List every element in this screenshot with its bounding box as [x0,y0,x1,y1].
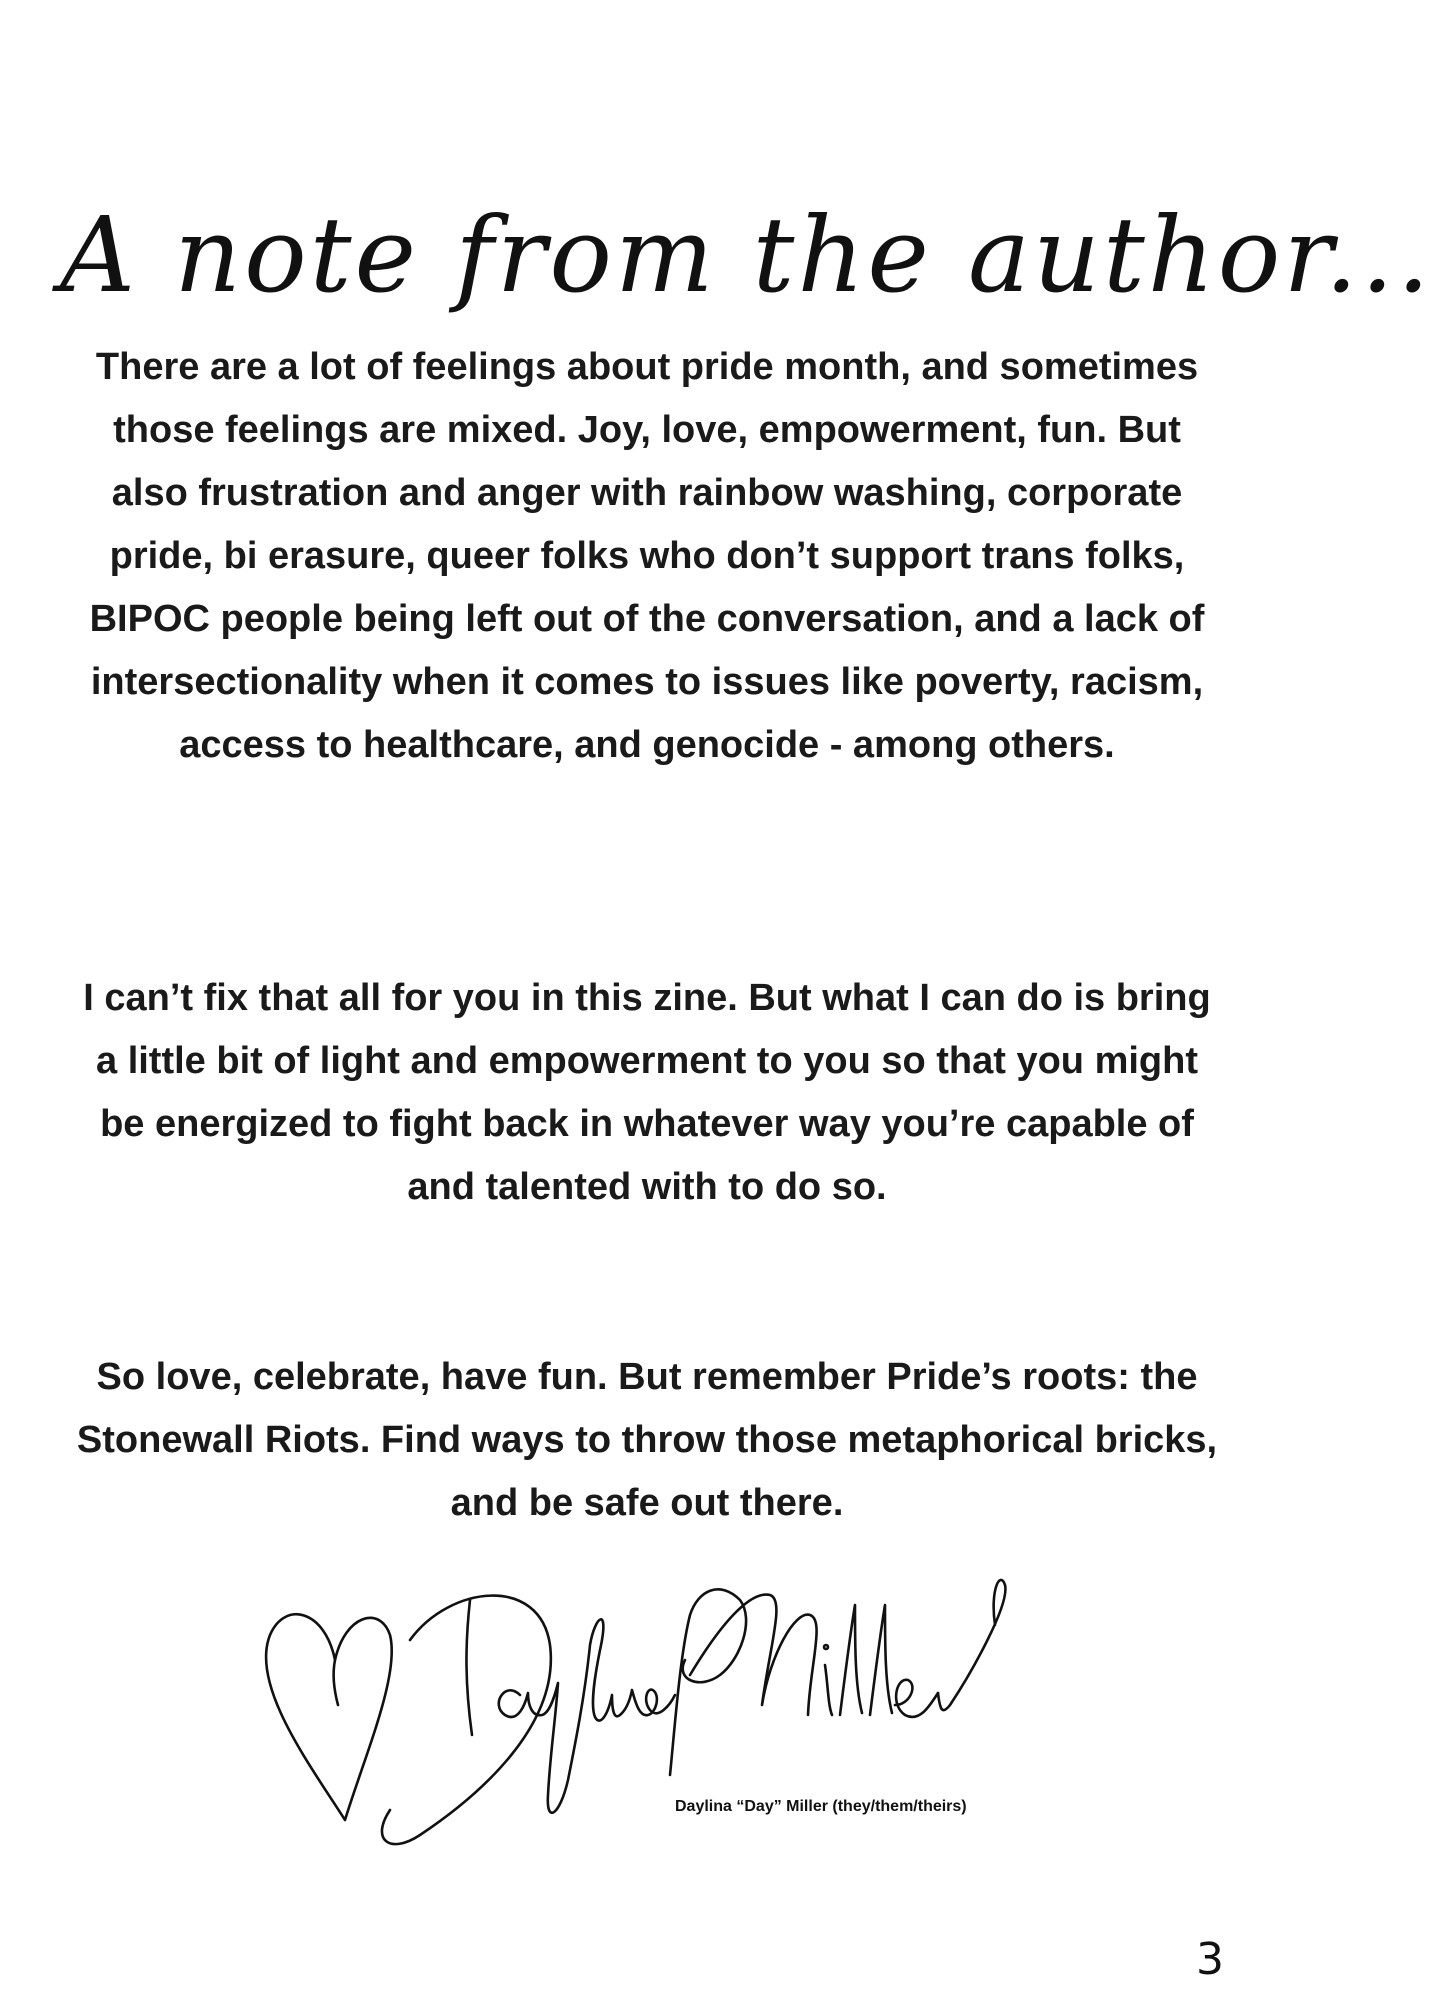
paragraph-closing: So love, celebrate, have fun. But remember Pride’s roots: the Stonewall Riots. Find ways to throw those metaphorical bricks, and be safe out there. [76,1356,1218,1524]
handwritten-signature [250,1565,1050,1865]
author-attribution: Daylina “Day” Miller (they/them/theirs) [675,1798,967,1815]
page-number: 3 [1196,1934,1224,1985]
heart-icon [266,1614,392,1820]
paragraph-feelings: There are a lot of feelings about pride month, and sometimes those feelings are mixed. Joy, love, empowerment, fun. But also frustration and anger with rainbow washing, corporate pride, bi erasure, queer folks who don’t support trans folks, BIPOC people being left out of the conversation, and a lack of intersectionality when it comes to issues like poverty, racism, access to healthcare, and genocide - among others. [89,346,1205,766]
paragraph-zine-purpose: I can’t fix that all for you in this zine. But what I can do is bring a little bit of light and empowerment to you so that you might be energized to fight back in whatever way you’re capable of and talented with to do so. [83,977,1211,1208]
page-title: A note from the author... [60,193,1433,316]
